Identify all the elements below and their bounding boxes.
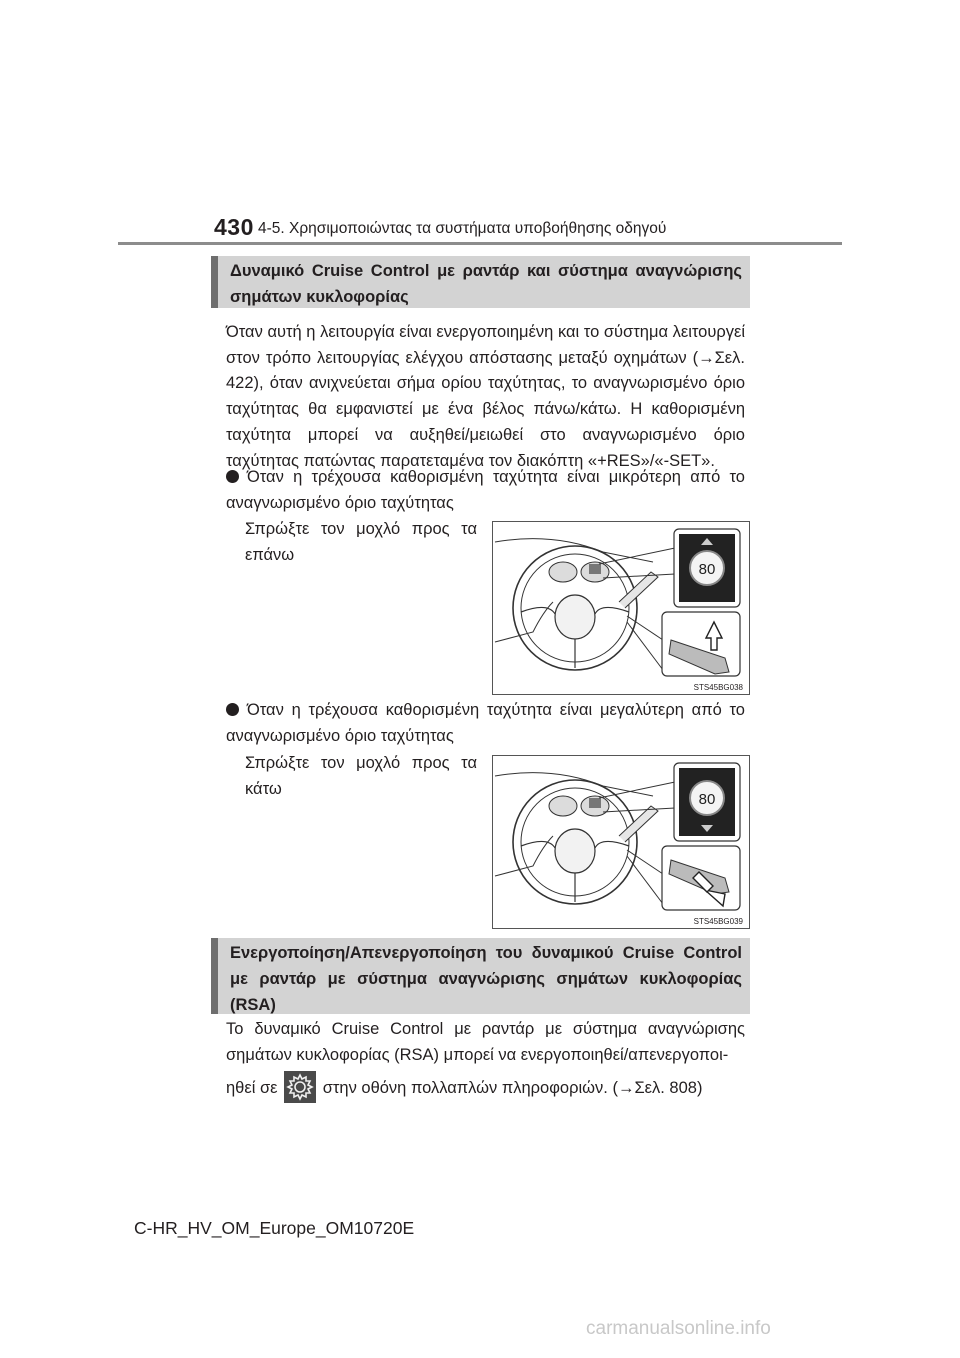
text-after-icon: στην οθόνη πολλαπλών πληροφοριών. (→Σελ. 808): [322, 1079, 703, 1097]
rsa-paragraph-last-line: [226, 1071, 745, 1103]
figure-lever-down: [492, 755, 750, 929]
watermark: carmanualsonline.info: [586, 1318, 771, 1339]
rsa-paragraph: Το δυναμικό Cruise Control με ραντάρ με σύστημα αναγνώρισης σημάτων κυκλοφορίας (RSA) μπορεί να ενεργοποιηθεί/απενεργοποι-: [226, 1020, 745, 1064]
steering-lever-up-illustration: [493, 522, 749, 694]
instruction-push-down: Σπρώξτε τον μοχλό προς τα κάτω: [245, 754, 477, 798]
bullet-label: Όταν η τρέχουσα καθορισμένη ταχύτητα είναι μεγαλύτερη από το αναγνωρισμένο όριο ταχύτητας: [226, 701, 745, 745]
settings-gear-icon: [284, 1071, 316, 1103]
section-header: 4-5. Χρησιμοποιώντας τα συστήματα υποβοήθησης οδηγού: [258, 220, 667, 237]
bullet-item-lower-speed: [226, 465, 745, 516]
section-heading-rsa-toggle: Ενεργοποίηση/Απενεργοποίηση του δυναμικού Cruise Control με ραντάρ με σύστημα αναγνώρισης σημάτων κυκλοφορίας (RSA): [211, 938, 750, 1014]
speed-sign-value: 80: [698, 791, 716, 808]
page-number: 430: [214, 214, 254, 240]
instruction-push-up: Σπρώξτε τον μοχλό προς τα επάνω: [245, 520, 477, 564]
text-before-icon: ηθεί σε: [226, 1079, 278, 1097]
bullet-text: [226, 465, 745, 516]
bullet-icon: [226, 703, 239, 716]
speed-sign-value: 80: [698, 561, 716, 578]
steering-lever-down-illustration: [493, 756, 749, 928]
section-heading-rsa-cruise: Δυναμικό Cruise Control με ραντάρ και σύστημα αναγνώρισης σημάτων κυκλοφορίας: [211, 256, 750, 308]
figure-lever-up: [492, 521, 750, 695]
bullet-icon: [226, 470, 239, 483]
header-divider: [118, 242, 842, 245]
figure-label: STS45BG039: [693, 917, 743, 926]
bullet-text: [226, 698, 745, 749]
footer-doc-id: C-HR_HV_OM_Europe_OM10720E: [134, 1218, 415, 1238]
bullet-label: Όταν η τρέχουσα καθορισμένη ταχύτητα είναι μικρότερη από το αναγνωρισμένο όριο ταχύτητας: [226, 468, 745, 512]
intro-paragraph: Όταν αυτή η λειτουργία είναι ενεργοποιημένη και το σύστημα λειτουργεί στον τρόπο λειτουργίας ελέγχου απόστασης μεταξύ οχημάτων (→Σελ. 422), όταν ανιχνεύεται σήμα ορίου ταχύτητας, το αναγνωρισμένο όριο ταχύτητας θα εμφανιστεί με ένα βέλος πάνω/κάτω. Η καθορισμένη ταχύτητα μπορεί να αυξηθεί/μειωθεί στο αναγνωρισμένο όριο ταχύτητας πατώντας παρατεταμένα τον διακόπτη «+RES»/«-SET».: [226, 323, 745, 470]
bullet-item-higher-speed: [226, 698, 745, 749]
figure-label: STS45BG038: [693, 683, 743, 692]
